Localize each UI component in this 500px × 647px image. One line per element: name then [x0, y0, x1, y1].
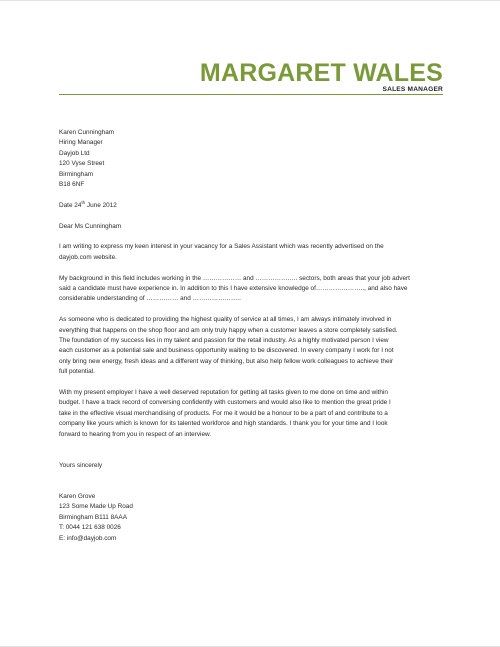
paragraph-line: said a candidate must have experience in. In addition to this I have extensive knowledge of………………….., and also have	[59, 285, 408, 293]
paragraph-line: My background in this field includes working in the ……………… and ……………….. sectors, both areas that your job advert	[59, 274, 410, 282]
spacer	[59, 263, 445, 273]
date-ordinal: th	[81, 199, 86, 205]
paragraph-line: With my present employer I have a well deserved reputation for getting all tasks given to me done on time and within	[59, 389, 388, 397]
paragraph-line: only bring new energy, fresh ideas and a different way of thinking, but also help fellow work colleagues to achieve their	[59, 357, 394, 365]
paragraph-background	[59, 274, 445, 305]
spacer	[59, 378, 445, 388]
sender-line: Karen Grove	[59, 493, 96, 501]
spacer	[59, 450, 445, 460]
recipient-line: B18 6NF	[59, 181, 85, 189]
spacer	[59, 471, 445, 481]
paragraph-line: considerable understanding of …………… and …………………..	[59, 295, 241, 303]
spacer	[59, 305, 445, 315]
recipient-line: 120 Vyse Street	[59, 160, 105, 168]
letter-date	[59, 201, 445, 211]
spacer	[59, 211, 445, 221]
spacer	[59, 440, 445, 450]
paragraph-line: The foundation of my success lies in my talent and passion for the retail industry. As a highly motivated person I view	[59, 337, 389, 345]
spacer	[59, 232, 445, 242]
sender-job-title: SALES MANAGER	[382, 86, 443, 93]
recipient-line: Birmingham	[59, 170, 94, 178]
paragraph-service	[59, 315, 445, 377]
spacer	[59, 190, 445, 200]
paragraph-intro	[59, 242, 445, 263]
paragraph-line: company like yours which is known for its talented workforce and high standards. I thank you for your time and I look	[59, 420, 388, 428]
paragraph-line: As someone who is dedicated to providing the highest quality of service at all times, I am always intimately involved in	[59, 316, 392, 324]
paragraph-line: I am writing to express my keen interest in your vacancy for a Sales Assistant which was recently advertised on the	[59, 243, 384, 251]
sender-line: E: info@dayjob.com	[59, 534, 117, 542]
recipient-line: Karen Cunningham	[59, 129, 115, 136]
header-divider	[59, 94, 443, 95]
sender-line: Birmingham B111 8AAA	[59, 513, 127, 521]
sender-name-heading: MARGARET WALES	[199, 59, 443, 87]
paragraph-line: take in the effective visual merchandising of products. For me it would be a honour to be a part of and contribute to a	[59, 409, 388, 417]
sender-signature-block	[59, 492, 445, 544]
paragraph-line: everything that happens on the shop floor and am only truly happy when a customer leaves a store completely satisfied.	[59, 326, 398, 334]
paragraph-line: budget. I have a track record of conversing confidently with customers and would also like to mention the great pride I	[59, 399, 391, 407]
closing: Yours sincerely	[59, 461, 103, 469]
letter-body	[59, 128, 445, 544]
paragraph-line: dayjob.com website.	[59, 253, 117, 261]
recipient-address-block	[59, 128, 445, 190]
sender-line: 123 Some Made Up Road	[59, 503, 133, 511]
salutation: Dear Ms Cunningham	[59, 222, 122, 230]
paragraph-reputation	[59, 388, 445, 440]
date-suffix: June 2012	[85, 201, 117, 209]
paragraph-line: each customer as a potential sale and business opportunity waiting to be discovered. In every company I work for I not	[59, 347, 394, 355]
spacer	[59, 482, 445, 492]
date-prefix: Date 24	[59, 201, 82, 209]
letter-header	[200, 59, 443, 87]
recipient-line: Hiring Manager	[59, 139, 103, 147]
sender-line: T: 0044 121 638 0026	[59, 524, 121, 532]
paragraph-line: forward to hearing from you in respect of an interview.	[59, 430, 212, 438]
paragraph-line: full potential.	[59, 368, 95, 376]
recipient-line: Dayjob Ltd	[59, 149, 90, 157]
